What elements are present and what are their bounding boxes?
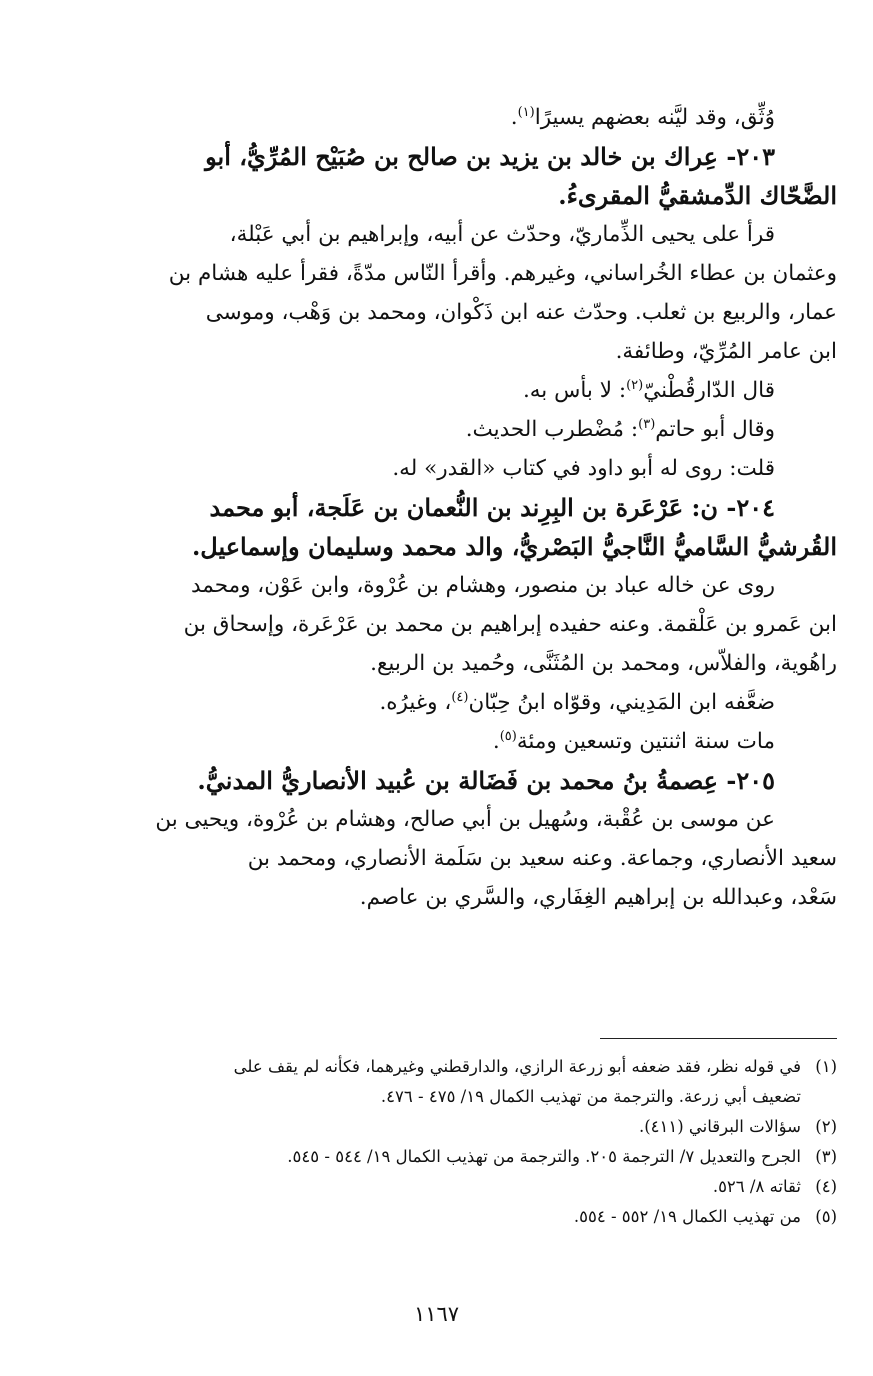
footnote-5: (٥)من تهذيب الكمال ١٩/ ٥٥٢ - ٥٥٤. [36,1202,837,1232]
entry-heading-204: ٢٠٤- ن: عَرْعَرة بن البِرِند بن النُّعمان بن عَلَجة، أبو محمد [209,493,775,522]
footnote-marker: (٤) [451,689,469,705]
text-line: قال الدّارقُطْنيّ$^{(٢)}$: لا بأس به. [522,377,775,403]
text-line: سَعْد، وعبدالله بن إبراهيم الغِفَاري، والسَّري بن عاصم. [359,885,837,910]
footnote-1: (١)في قوله نظر، فقد ضعفه أبو زرعة الرازي، والدارقطني وغيرهما، فكأنه لم يقف على [36,1052,837,1082]
text-line: سعيد الأنصاري، وجماعة. وعنه سعيد بن سَلَمة الأنصاري، ومحمد بن [247,846,837,871]
footnotes [36,1052,837,1232]
entry-heading-204-cont: القُرشيُّ السَّاميُّ النَّاجيُّ البَصْريُّ، والد محمد وسليمان وإسماعيل. [191,532,837,561]
footnote-marker: (٢) [626,377,644,393]
text-line: ابن عامر المُرِّيّ، وطائفة. [615,339,837,364]
text-line: عمار، والربيع بن ثعلب. وحدّث عنه ابن ذَكْوان، ومحمد بن وَهْب، وموسى [205,300,837,325]
text-line: عن موسى بن عُقْبة، وسُهيل بن أبي صالح، وهشام بن عُرْوة، ويحيى بن [155,807,775,832]
text-line: وقال أبو حاتم$^{(٣)}$: مُضْطرب الحديث. [465,416,775,442]
text-line: مات سنة اثنتين وتسعين ومئة$^{(٥)}$. [492,728,775,754]
footnote-1-cont: تضعيف أبي زرعة. والترجمة من تهذيب الكمال ١٩/ ٤٧٥ - ٤٧٦. [380,1087,801,1106]
text-line: قرأ على يحيى الذِّماريّ، وحدّث عن أبيه، وإبراهيم بن أبي عَبْلة، [229,222,775,247]
text-line: ابن عَمرو بن عَلْقمة. وعنه حفيده إبراهيم بن محمد بن عَرْعَرة، وإسحاق بن [183,612,837,637]
text-line: وعثمان بن عطاء الخُراساني، وغيرهم. وأقرأ النّاس مدّةً، فقرأ عليه هشام بن [168,261,837,286]
footnote-number: (٣) [815,1147,837,1166]
footnote-marker: (٥) [499,728,517,744]
footnote-2: (٢)سؤالات البرقاني (٤١١). [36,1112,837,1142]
text-line: قلت: روى له أبو داود في كتاب «القدر» له. [392,456,775,481]
entry-heading-205: ٢٠٥- عِصمةُ بنُ محمد بن فَضَالة بن عُبيد الأنصاريُّ المدنيُّ. [197,766,775,795]
footnote-number: (٥) [815,1207,837,1226]
footnote-marker: (٣) [638,416,656,432]
footnote-marker: (١) [517,104,535,120]
text-line: وُثِّق، وقد ليَّنه بعضهم يسيرًا$^{(١)}$. [510,104,775,130]
footnote-number: (١) [815,1057,837,1076]
footnote-4: (٤)ثقاته ٨/ ٥٢٦. [36,1172,837,1202]
text-line: روى عن خاله عباد بن منصور، وهشام بن عُرْوة، وابن عَوْن، ومحمد [190,573,775,598]
entry-heading-203-cont: الضَّحّاك الدِّمشقيُّ المقرىءُ. [558,181,837,210]
footnote-number: (٢) [815,1117,837,1136]
main-text [36,98,837,917]
text-line: ضعَّفه ابن المَدِيني، وقوّاه ابنُ حِبّان$^{(٤)}$، وغيرُه. [379,689,775,715]
text-line: راهُوية، والفلاّس، ومحمد بن المُثَنَّى، وحُميد بن الربيع. [370,651,837,676]
footnote-3: (٣)الجرح والتعديل ٧/ الترجمة ٢٠٥. والترجمة من تهذيب الكمال ١٩/ ٥٤٤ - ٥٤٥. [36,1142,837,1172]
footnote-divider [600,1038,837,1039]
page-number: ١١٦٧ [413,1302,460,1326]
footnote-number: (٤) [815,1177,837,1196]
entry-heading-203: ٢٠٣- عِراك بن خالد بن يزيد بن صالح بن صُبَيْح المُرِّيُّ، أبو [205,142,775,171]
